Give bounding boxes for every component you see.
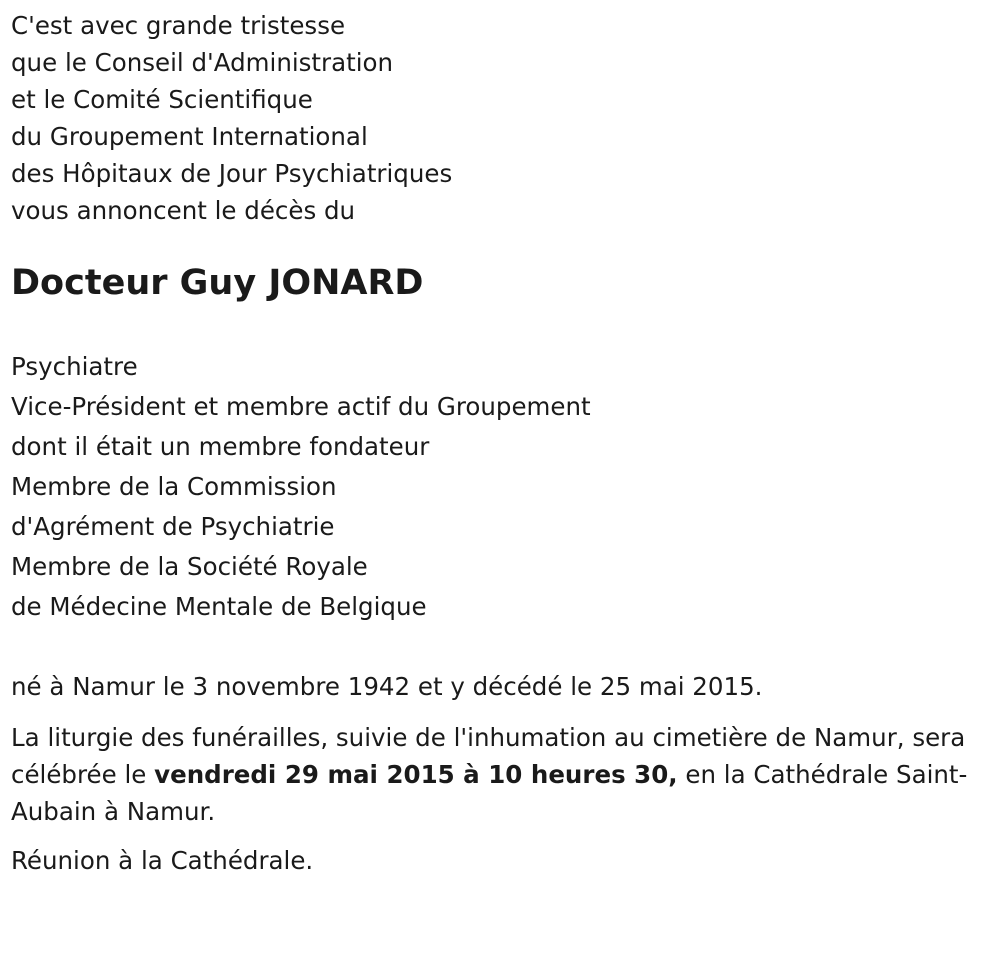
intro-line: que le Conseil d'Administration — [11, 48, 394, 77]
intro-line: C'est avec grande tristesse — [11, 11, 346, 40]
funeral-date-time: vendredi 29 mai 2015 à 10 heures 30, — [154, 760, 678, 789]
intro-line: des Hôpitaux de Jour Psychiatriques — [11, 159, 453, 188]
funeral-paragraph — [11, 719, 986, 830]
intro-line: du Groupement International — [11, 122, 368, 151]
deceased-name: Docteur Guy JONARD — [11, 263, 424, 303]
death-notice — [11, 0, 986, 879]
titles-block — [11, 347, 986, 627]
intro-line: vous annoncent le décès du — [11, 196, 356, 225]
intro-line: et le Comité Scientifique — [11, 85, 313, 114]
intro-block — [11, 13, 986, 223]
funeral-text-after: en la Cathédrale Saint-Aubain à Namur. — [11, 760, 968, 826]
birth-death-line: né à Namur le 3 novembre 1942 et y décédé le 25 mai 2015. — [11, 672, 763, 701]
title-line: de Médecine Mentale de Belgique — [11, 592, 427, 621]
title-line: Psychiatre — [11, 352, 138, 381]
reunion-line: Réunion à la Cathédrale. — [11, 846, 314, 875]
title-line: dont il était un membre fondateur — [11, 432, 430, 461]
title-line: Membre de la Société Royale — [11, 552, 368, 581]
title-line: Vice-Président et membre actif du Groupement — [11, 392, 591, 421]
title-line: d'Agrément de Psychiatrie — [11, 512, 335, 541]
title-line: Membre de la Commission — [11, 472, 337, 501]
funeral-text-before: La liturgie des funérailles, suivie de l'inhumation au cimetière de Namur, sera célébrée le — [11, 723, 966, 789]
